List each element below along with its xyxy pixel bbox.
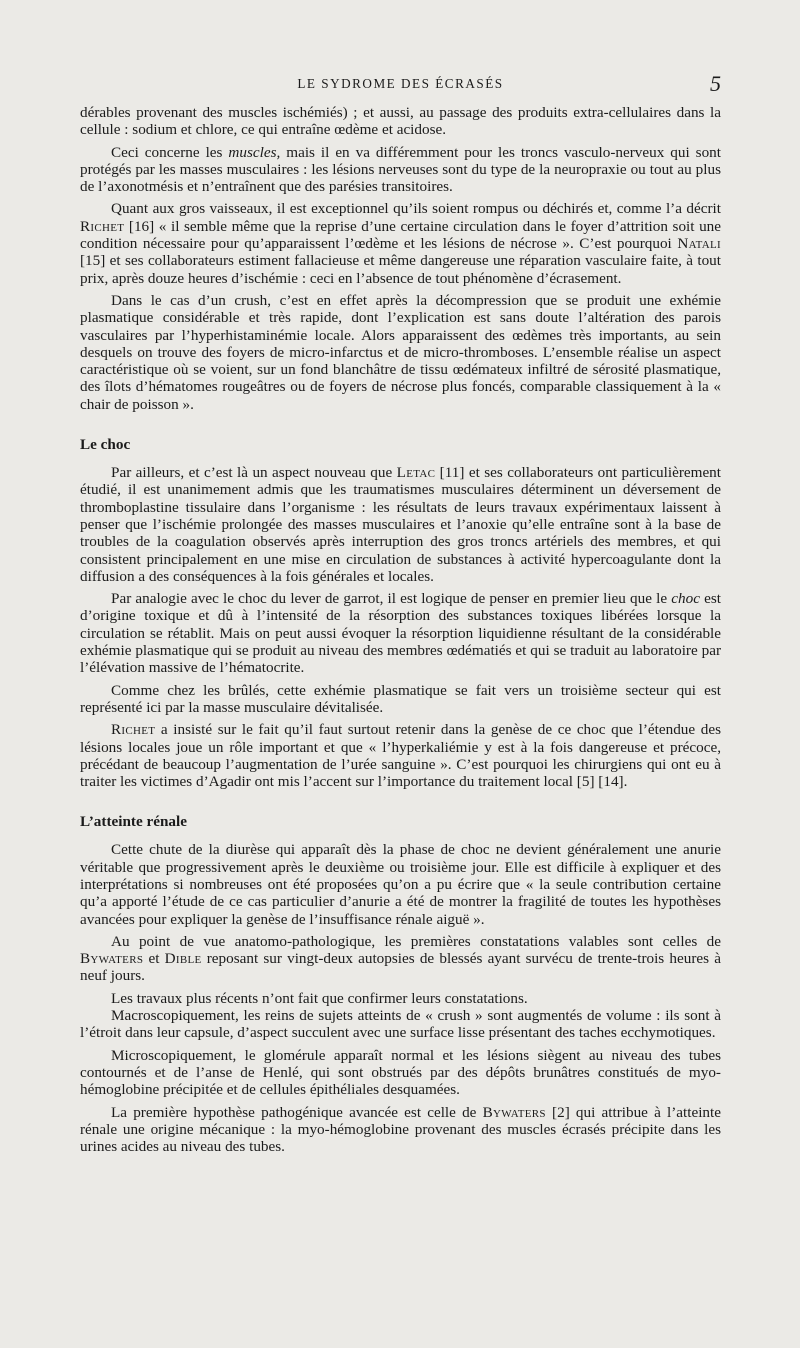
author-name: Bywaters — [80, 950, 144, 968]
author-name: Richet — [80, 217, 125, 235]
paragraph-analogie: Par analogie avec le choc du lever de garrot, il est logique de penser en premier lieu que le choc est d’origine toxique et dû à l’intensité de la résorption des substances toxiques libérées lorsque la circulation se rétablit. Mais on peut aussi évoquer la résorption liquidienne résultant de la considérable exhémie plasmatique qui se produit au niveau des membres œdématiés et qui se traduit au laboratoire par l’élévation massive de l’hématocrite. — [80, 590, 721, 677]
paragraph-macroscopiquement: Macroscopiquement, les reins de sujets atteints de « crush » sont augmentés de volume : ils sont à l’étroit dans leur capsule, d’aspect succulent avec une surface lisse présentant des taches ecchymotiques. — [80, 1007, 721, 1042]
author-name: Natali — [677, 235, 721, 253]
page-header — [80, 71, 721, 96]
paragraph-travaux: Les travaux plus récents n’ont fait que confirmer leurs constatations. — [111, 989, 528, 1007]
paragraph-crush: Dans le cas d’un crush, c’est en effet après la décompression que se produit une exhémie plasmatique considérable et très rapide, dont l’explication est sans doute l’altération des parois vasculaires par l’hyperhistaminémie locale. Alors apparaissent des œdèmes très importants, au sein desquels on trouve des foyers de micro-infarctus et de micro-thromboses. L’ensemble réalise un aspect caractéristique où se voient, sur un fond blanchâtre de tissu œdémateux infiltré de sérosité plasmatique, des îlots d’hématomes rougeâtres ou de foyers de nécrose plus foncés, comparable classiquement à la « chair de poisson ». — [80, 291, 721, 413]
page-number: 5 — [710, 71, 721, 96]
author-name: Dible — [164, 950, 202, 968]
paragraph-richet: Richet a insisté sur le fait qu’il faut surtout retenir dans la genèse de ce choc que l’étendue des lésions locales joue un rôle important et que « l’hyperkaliémie y est à la fois dangereuse et précoce, précédant de beaucoup l’augmentation de l’urée sanguine ». C’est pourquoi les chirurgiens qui ont eu à traiter les victimes d’Agadir ont mis l’accent sur l’importance du traitement local [5] [14]. — [80, 721, 721, 791]
section-heading-atteinte-renale: L’atteinte rénale — [80, 813, 187, 831]
book-page — [0, 71, 800, 1348]
paragraph-gros-vaisseaux: Quant aux gros vaisseaux, il est exceptionnel qu’ils soient rompus ou déchirés et, comme l’a décrit Richet [16] « il semble même que la reprise d’une certaine circulation dans le foyer d’attrition soit une condition nécessaire pour qu’apparaissent l’œdème et les lésions de nécrose ». C’est pourquoi Natali [15] et ses collaborateurs estiment fallacieuse et même dangereuse une réparation vasculaire faite, à tout prix, après douze heures d’ischémie : ceci en l’absence de tout phénomène d’écrasement. — [80, 200, 721, 287]
running-title: LE SYDROME DES ÉCRASÉS — [297, 76, 504, 91]
author-name: Bywaters — [482, 1103, 546, 1121]
paragraph-diurese: Cette chute de la diurèse qui apparaît dès la phase de choc ne devient généralement une anurie véritable que progressivement après le deuxième ou troisième jour. Elle est difficile à expliquer et des interprétations si nombreuses ont été proposées qu’on a pu écrire que « la seule contribution certaine qu’a apporté l’étude de ce cas particulier d’anurie a été de montrer la fragilité de toutes les hypothèses avancées pour expliquer la genèse de l’insuffisance rénale aiguë ». — [80, 841, 721, 928]
paragraph-hypothese: La première hypothèse pathogénique avancée est celle de Bywaters [2] qui attribue à l’atteinte rénale une origine mécanique : la myo-hémoglobine provenant des muscles écrasés précipite dans les urines acides au niveau des tubes. — [80, 1103, 721, 1156]
author-name: Richet — [111, 721, 156, 739]
paragraph-microscopiquement: Microscopiquement, le glomérule apparaît normal et les lésions siègent au niveau des tubes contournés et de l’anse de Henlé, qui sont obstrués par des dépôts brunâtres constitués de myo-hémoglobine précipitée et de cellules épithéliales desquamées. — [80, 1046, 721, 1099]
section-heading-choc: Le choc — [80, 436, 131, 454]
paragraph-muscles: Ceci concerne les muscles, mais il en va différemment pour les troncs vasculo-nerveux qui sont protégés par les masses musculaires : les lésions nerveuses sont du type de la neuropraxie ou tout au plus de l’axonotmésis et n’entraînent que des parésies transitoires. — [80, 143, 721, 196]
paragraph-letac: Par ailleurs, et c’est là un aspect nouveau que Letac [11] et ses collaborateurs ont particulièrement étudié, il est unanimement admis que les traumatismes musculaires déterminent un déversement de thromboplastine tissulaire dans l’organisme : les résultats de leurs travaux expérimentaux laissent à penser que l’ischémie prolongée des masses musculaires et l’anoxie qu’elle entraîne sont à la base de troubles de la coagulation observés après interruption des gros troncs artériels des membres, et qui consistent principalement en une mise en circulation de substances à activité hypercoagulante dont la diffusion a des conséquences à la fois générales et locales. — [80, 464, 721, 585]
paragraph-continuation: dérables provenant des muscles ischémiés) ; et aussi, au passage des produits extra-cellulaires dans la cellule : sodium et chlore, ce qui entraîne œdème et acidose. — [80, 104, 721, 139]
paragraph-brules: Comme chez les brûlés, cette exhémie plasmatique se fait vers un troisième secteur qui est représenté ici par la masse musculaire dévitalisée. — [80, 681, 721, 716]
author-name: Letac — [396, 464, 436, 482]
paragraph-anatomo-pathologique: Au point de vue anatomo-pathologique, les premières constatations valables sont celles de Bywaters et Dible reposant sur vingt-deux autopsies de blessés ayant survécu de trente-trois heures à neuf jours. — [80, 932, 721, 985]
